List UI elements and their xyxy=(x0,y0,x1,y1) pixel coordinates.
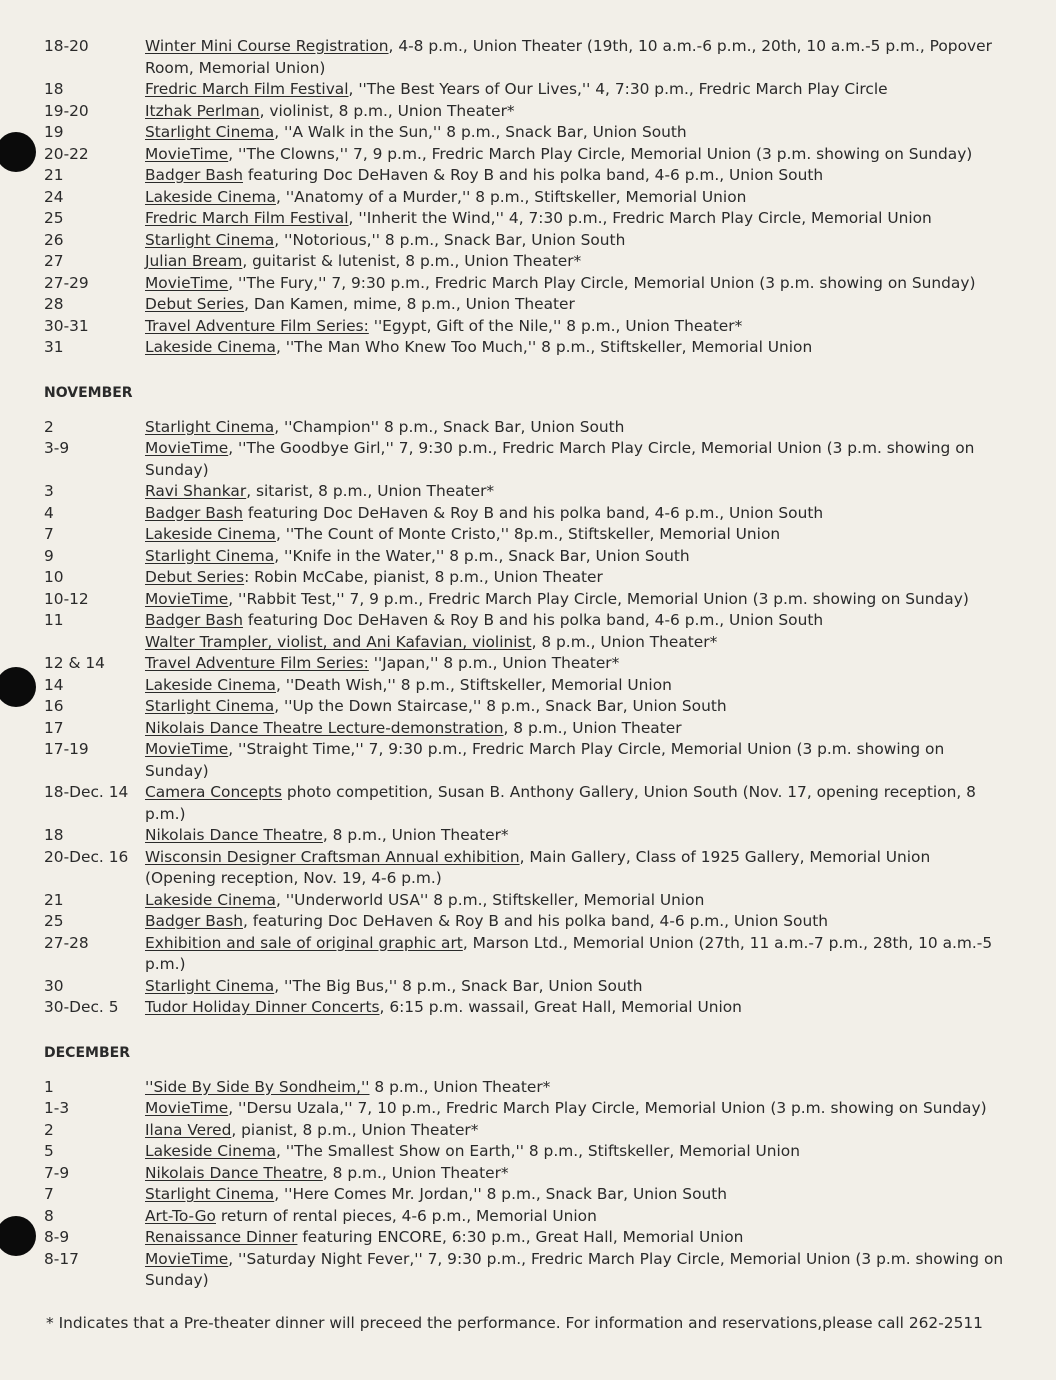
event-details: , ''Up the Down Staircase,'' 8 p.m., Snack Bar, Union South xyxy=(274,697,727,715)
event-description xyxy=(145,1227,1004,1249)
event-details: , ''The Goodbye Girl,'' 7, 9:30 p.m., Fredric March Play Circle, Memorial Union (3 p.m. showing on Sunday) xyxy=(145,439,975,479)
event-details: ''Japan,'' 8 p.m., Union Theater* xyxy=(368,654,620,672)
event-date: 2 xyxy=(44,1120,54,1139)
event-title: Starlight Cinema xyxy=(145,230,275,249)
event-row xyxy=(44,997,1004,1019)
event-details: , ''Here Comes Mr. Jordan,'' 8 p.m., Snack Bar, Union South xyxy=(274,1185,728,1203)
event-date: 30 xyxy=(44,976,64,995)
event-details: , ''Champion'' 8 p.m., Snack Bar, Union South xyxy=(274,417,625,436)
event-date: 8-9 xyxy=(44,1228,70,1246)
event-description xyxy=(145,36,1004,79)
event-row xyxy=(44,653,1004,675)
event-title: Winter Mini Course Registration xyxy=(145,37,389,55)
event-date: 1 xyxy=(44,1077,54,1096)
event-details: , 8 p.m., Union Theater xyxy=(503,718,682,737)
event-description xyxy=(145,1206,1004,1228)
event-row xyxy=(44,337,1004,359)
event-description xyxy=(145,438,1004,481)
event-date: 19 xyxy=(44,123,64,141)
event-title: Nikolais Dance Theatre xyxy=(145,1163,323,1182)
binder-clip-bottom xyxy=(0,1233,10,1239)
event-row xyxy=(44,610,1004,632)
event-title: Lakeside Cinema xyxy=(145,890,276,909)
event-details: , guitarist & lutenist, 8 p.m., Union Theater* xyxy=(242,252,582,270)
event-description xyxy=(145,122,1004,144)
event-row xyxy=(44,503,1004,525)
event-details: , ''Dersu Uzala,'' 7, 10 p.m., Fredric March Play Circle, Memorial Union (3 p.m. showing on Sunday) xyxy=(228,1099,987,1117)
punch-hole-middle xyxy=(0,667,36,707)
event-details: , featuring Doc DeHaven & Roy B and his polka band, 4-6 p.m., Union South xyxy=(242,912,829,930)
event-title: Ilana Vered xyxy=(145,1120,232,1139)
event-title: MovieTime xyxy=(145,1249,229,1268)
event-title: MovieTime xyxy=(145,273,229,292)
event-title: Lakeside Cinema xyxy=(145,1142,276,1160)
event-description xyxy=(145,1077,1004,1099)
event-date xyxy=(44,632,145,654)
event-title: Starlight Cinema xyxy=(145,697,275,715)
event-description xyxy=(145,782,1004,825)
event-title: Camera Concepts xyxy=(145,783,282,801)
event-row xyxy=(44,524,1004,546)
event-details: , 8 p.m., Union Theater* xyxy=(322,826,509,844)
event-details: , 8 p.m., Union Theater* xyxy=(322,1163,509,1182)
month-heading: DECEMBER xyxy=(44,1044,130,1061)
event-title: Starlight Cinema xyxy=(145,123,275,141)
event-details: , ''Straight Time,'' 7, 9:30 p.m., Fredric March Play Circle, Memorial Union (3 p.m. showing on Sunday) xyxy=(145,740,945,780)
event-date: 10 xyxy=(44,568,64,586)
event-details: , ''Knife in the Water,'' 8 p.m., Snack Bar, Union South xyxy=(274,546,690,565)
event-details: , ''Underworld USA'' 8 p.m., Stiftskeller, Memorial Union xyxy=(275,890,705,909)
event-date: 8-17 xyxy=(44,1249,79,1268)
event-description xyxy=(145,144,1004,166)
event-row xyxy=(44,567,1004,589)
event-date: 5 xyxy=(44,1142,54,1160)
event-description xyxy=(145,1098,1004,1120)
event-row xyxy=(44,825,1004,847)
event-title: Badger Bash xyxy=(145,611,243,629)
event-description xyxy=(145,503,1004,525)
event-details: , ''The Smallest Show on Earth,'' 8 p.m., Stiftskeller, Memorial Union xyxy=(275,1142,800,1160)
event-description xyxy=(145,417,1004,439)
event-title: Fredric March Film Festival xyxy=(145,209,349,227)
event-details: , ''Anatomy of a Murder,'' 8 p.m., Stiftskeller, Memorial Union xyxy=(275,187,747,206)
event-row xyxy=(44,230,1004,252)
event-details: , ''Rabbit Test,'' 7, 9 p.m., Fredric March Play Circle, Memorial Union (3 p.m. showing on Sunday) xyxy=(228,589,969,608)
event-details: return of rental pieces, 4-6 p.m., Memorial Union xyxy=(215,1206,597,1225)
event-row xyxy=(44,165,1004,187)
event-details: , ''The Man Who Knew Too Much,'' 8 p.m., Stiftskeller, Memorial Union xyxy=(275,338,813,356)
event-details: , ''Saturday Night Fever,'' 7, 9:30 p.m., Fredric March Play Circle, Memorial Union (3 p.m. showing on Sunday) xyxy=(145,1249,1004,1289)
event-title: Fredric March Film Festival xyxy=(145,80,349,98)
event-title: MovieTime xyxy=(145,144,229,163)
event-row xyxy=(44,589,1004,611)
event-title: MovieTime xyxy=(145,589,229,608)
event-date: 3 xyxy=(44,482,54,500)
event-description xyxy=(145,1120,1004,1142)
event-description xyxy=(145,675,1004,697)
event-details: , ''A Walk in the Sun,'' 8 p.m., Snack Bar, Union South xyxy=(274,123,687,141)
event-row xyxy=(44,122,1004,144)
event-row xyxy=(44,79,1004,101)
event-description xyxy=(145,79,1004,101)
event-row xyxy=(44,933,1004,976)
event-date: 3-9 xyxy=(44,439,70,457)
event-row xyxy=(44,417,1004,439)
event-date: 19-20 xyxy=(44,101,89,120)
event-description xyxy=(145,825,1004,847)
event-title: Ravi Shankar xyxy=(145,482,247,500)
event-date: 14 xyxy=(44,675,64,694)
calendar-page xyxy=(44,36,1004,1292)
event-date: 12 & 14 xyxy=(44,654,105,672)
event-description xyxy=(145,653,1004,675)
event-description xyxy=(145,230,1004,252)
event-description xyxy=(145,997,1004,1019)
event-row xyxy=(44,1077,1004,1099)
event-title: Debut Series xyxy=(145,295,245,313)
event-row xyxy=(44,890,1004,912)
event-description xyxy=(145,610,1004,632)
event-row xyxy=(44,696,1004,718)
event-date: 16 xyxy=(44,697,64,715)
event-description xyxy=(145,718,1004,740)
event-row xyxy=(44,976,1004,998)
event-title: Badger Bash xyxy=(145,166,243,184)
event-date: 24 xyxy=(44,187,64,206)
event-title: Starlight Cinema xyxy=(145,546,275,565)
event-date: 20-Dec. 16 xyxy=(44,847,129,866)
event-row xyxy=(44,251,1004,273)
event-title: Art-To-Go xyxy=(145,1206,216,1225)
event-description xyxy=(145,273,1004,295)
event-date: 30-Dec. 5 xyxy=(44,998,119,1016)
event-description xyxy=(145,1163,1004,1185)
event-title: Lakeside Cinema xyxy=(145,525,276,543)
event-row xyxy=(44,1227,1004,1249)
event-date: 7-9 xyxy=(44,1163,70,1182)
event-details: , ''Notorious,'' 8 p.m., Snack Bar, Union South xyxy=(274,230,626,249)
event-row xyxy=(44,1184,1004,1206)
event-row xyxy=(44,632,1004,654)
event-details: : Robin McCabe, pianist, 8 p.m., Union Theater xyxy=(244,568,603,586)
event-date: 11 xyxy=(44,611,64,629)
event-description xyxy=(145,739,1004,782)
event-date: 26 xyxy=(44,230,64,249)
event-row xyxy=(44,739,1004,782)
event-date: 17-19 xyxy=(44,740,89,758)
event-row xyxy=(44,1120,1004,1142)
event-date: 27-29 xyxy=(44,273,89,292)
event-details: , sitarist, 8 p.m., Union Theater* xyxy=(246,482,495,500)
event-row xyxy=(44,481,1004,503)
event-description xyxy=(145,976,1004,998)
event-description xyxy=(145,337,1004,359)
event-details: , ''Death Wish,'' 8 p.m., Stiftskeller, Memorial Union xyxy=(275,675,672,694)
event-row xyxy=(44,144,1004,166)
event-description xyxy=(145,316,1004,338)
event-title: MovieTime xyxy=(145,439,229,457)
event-details: , ''The Clowns,'' 7, 9 p.m., Fredric March Play Circle, Memorial Union (3 p.m. showing on Sunday) xyxy=(228,144,973,163)
event-date: 28 xyxy=(44,295,64,313)
event-date: 27 xyxy=(44,252,64,270)
event-title: Starlight Cinema xyxy=(145,1185,275,1203)
event-title: ''Side By Side By Sondheim,'' xyxy=(145,1077,370,1096)
event-title: Renaissance Dinner xyxy=(145,1228,298,1246)
event-details: ''Egypt, Gift of the Nile,'' 8 p.m., Union Theater* xyxy=(368,316,743,335)
event-date: 20-22 xyxy=(44,144,89,163)
event-date: 7 xyxy=(44,525,54,543)
event-row xyxy=(44,101,1004,123)
event-row xyxy=(44,1249,1004,1292)
binder-clip-top xyxy=(0,149,10,155)
event-title: Lakeside Cinema xyxy=(145,675,276,694)
event-row xyxy=(44,1206,1004,1228)
event-title: Nikolais Dance Theatre xyxy=(145,826,323,844)
event-details: , 8 p.m., Union Theater* xyxy=(531,632,718,651)
event-description xyxy=(145,933,1004,976)
event-date: 21 xyxy=(44,166,64,184)
event-date: 18-20 xyxy=(44,37,89,55)
event-row xyxy=(44,316,1004,338)
event-details: , violinist, 8 p.m., Union Theater* xyxy=(259,101,515,120)
event-date: 10-12 xyxy=(44,589,89,608)
event-row xyxy=(44,273,1004,295)
event-row xyxy=(44,1163,1004,1185)
event-date: 8 xyxy=(44,1206,54,1225)
event-details: photo competition, Susan B. Anthony Gallery, Union South (Nov. 17, opening reception, 8 p.m.) xyxy=(145,783,976,823)
event-details: , ''The Best Years of Our Lives,'' 4, 7:30 p.m., Fredric March Play Circle xyxy=(348,80,888,98)
event-description xyxy=(145,546,1004,568)
event-date: 25 xyxy=(44,912,64,930)
event-description xyxy=(145,1184,1004,1206)
event-date: 7 xyxy=(44,1185,54,1203)
event-details: featuring ENCORE, 6:30 p.m., Great Hall, Memorial Union xyxy=(297,1228,744,1246)
event-title: Lakeside Cinema xyxy=(145,187,276,206)
event-description xyxy=(145,696,1004,718)
event-title: Julian Bream xyxy=(145,252,243,270)
event-details: 8 p.m., Union Theater* xyxy=(369,1077,551,1096)
event-details: , ''The Big Bus,'' 8 p.m., Snack Bar, Union South xyxy=(274,976,643,995)
event-date: 18 xyxy=(44,80,64,98)
event-description xyxy=(145,1249,1004,1292)
event-date: 25 xyxy=(44,209,64,227)
event-description xyxy=(145,294,1004,316)
event-row xyxy=(44,36,1004,79)
event-title: Tudor Holiday Dinner Concerts xyxy=(145,998,380,1016)
event-row xyxy=(44,847,1004,890)
event-description xyxy=(145,524,1004,546)
event-title: MovieTime xyxy=(145,740,229,758)
event-details: , Marson Ltd., Memorial Union (27th, 11 a.m.-7 p.m., 28th, 10 a.m.-5 p.m.) xyxy=(145,933,993,973)
event-description xyxy=(145,251,1004,273)
event-title: Walter Trampler, violist, and Ani Kafavian, violinist xyxy=(145,632,532,651)
event-title: Exhibition and sale of original graphic art xyxy=(145,933,463,952)
event-title: Wisconsin Designer Craftsman Annual exhibition xyxy=(145,847,520,866)
event-title: Starlight Cinema xyxy=(145,976,275,995)
event-row xyxy=(44,782,1004,825)
event-details: , Dan Kamen, mime, 8 p.m., Union Theater xyxy=(244,295,575,313)
event-date: 1-3 xyxy=(44,1099,70,1117)
event-row xyxy=(44,1141,1004,1163)
event-description xyxy=(145,481,1004,503)
event-description xyxy=(145,890,1004,912)
event-description xyxy=(145,187,1004,209)
month-heading: NOVEMBER xyxy=(44,384,133,401)
event-title: Nikolais Dance Theatre Lecture-demonstration xyxy=(145,718,504,737)
event-title: Itzhak Perlman xyxy=(145,101,260,120)
event-title: Starlight Cinema xyxy=(145,417,275,436)
event-row xyxy=(44,1098,1004,1120)
event-row xyxy=(44,546,1004,568)
event-row xyxy=(44,911,1004,933)
event-title: Badger Bash xyxy=(145,912,243,930)
event-details: featuring Doc DeHaven & Roy B and his polka band, 4-6 p.m., Union South xyxy=(242,611,824,629)
event-row xyxy=(44,438,1004,481)
event-details: , 4-8 p.m., Union Theater (19th, 10 a.m.-6 p.m., 20th, 10 a.m.-5 p.m., Popover Room, Memorial Union) xyxy=(145,37,992,77)
event-details: , ''The Count of Monte Cristo,'' 8p.m., Stiftskeller, Memorial Union xyxy=(275,525,781,543)
event-row xyxy=(44,208,1004,230)
event-details: , pianist, 8 p.m., Union Theater* xyxy=(231,1120,479,1139)
event-description xyxy=(145,632,1004,654)
event-date: 21 xyxy=(44,890,64,909)
event-date: 31 xyxy=(44,338,64,356)
event-date: 4 xyxy=(44,503,54,522)
event-details: , ''The Fury,'' 7, 9:30 p.m., Fredric March Play Circle, Memorial Union (3 p.m. showing on Sunday) xyxy=(228,273,976,292)
event-date: 9 xyxy=(44,546,54,565)
event-row xyxy=(44,718,1004,740)
event-title: MovieTime xyxy=(145,1099,229,1117)
event-details: featuring Doc DeHaven & Roy B and his polka band, 4-6 p.m., Union South xyxy=(242,166,824,184)
event-details: , ''Inherit the Wind,'' 4, 7:30 p.m., Fredric March Play Circle, Memorial Union xyxy=(348,209,932,227)
event-description xyxy=(145,101,1004,123)
event-row xyxy=(44,294,1004,316)
event-date: 2 xyxy=(44,417,54,436)
event-title: Lakeside Cinema xyxy=(145,338,276,356)
footnote: * Indicates that a Pre-theater dinner will preceed the performance. For information and reservations,please call 262-2511 xyxy=(46,1314,983,1332)
event-details: featuring Doc DeHaven & Roy B and his polka band, 4-6 p.m., Union South xyxy=(242,503,824,522)
event-title: Badger Bash xyxy=(145,503,243,522)
event-date: 18 xyxy=(44,826,64,844)
event-description xyxy=(145,589,1004,611)
event-title: Travel Adventure Film Series: xyxy=(145,316,369,335)
event-row xyxy=(44,675,1004,697)
event-date: 30-31 xyxy=(44,316,89,335)
event-description xyxy=(145,165,1004,187)
event-details: , 6:15 p.m. wassail, Great Hall, Memorial Union xyxy=(379,998,742,1016)
event-description xyxy=(145,208,1004,230)
event-description xyxy=(145,567,1004,589)
event-date: 17 xyxy=(44,718,64,737)
event-date: 18-Dec. 14 xyxy=(44,783,129,801)
event-row xyxy=(44,187,1004,209)
event-title: Debut Series xyxy=(145,568,245,586)
event-description xyxy=(145,847,1004,890)
event-date: 27-28 xyxy=(44,933,89,952)
event-title: Travel Adventure Film Series: xyxy=(145,654,369,672)
event-description xyxy=(145,911,1004,933)
event-details: , Main Gallery, Class of 1925 Gallery, Memorial Union (Opening reception, Nov. 19, 4-6 p.m.) xyxy=(145,847,931,887)
event-description xyxy=(145,1141,1004,1163)
